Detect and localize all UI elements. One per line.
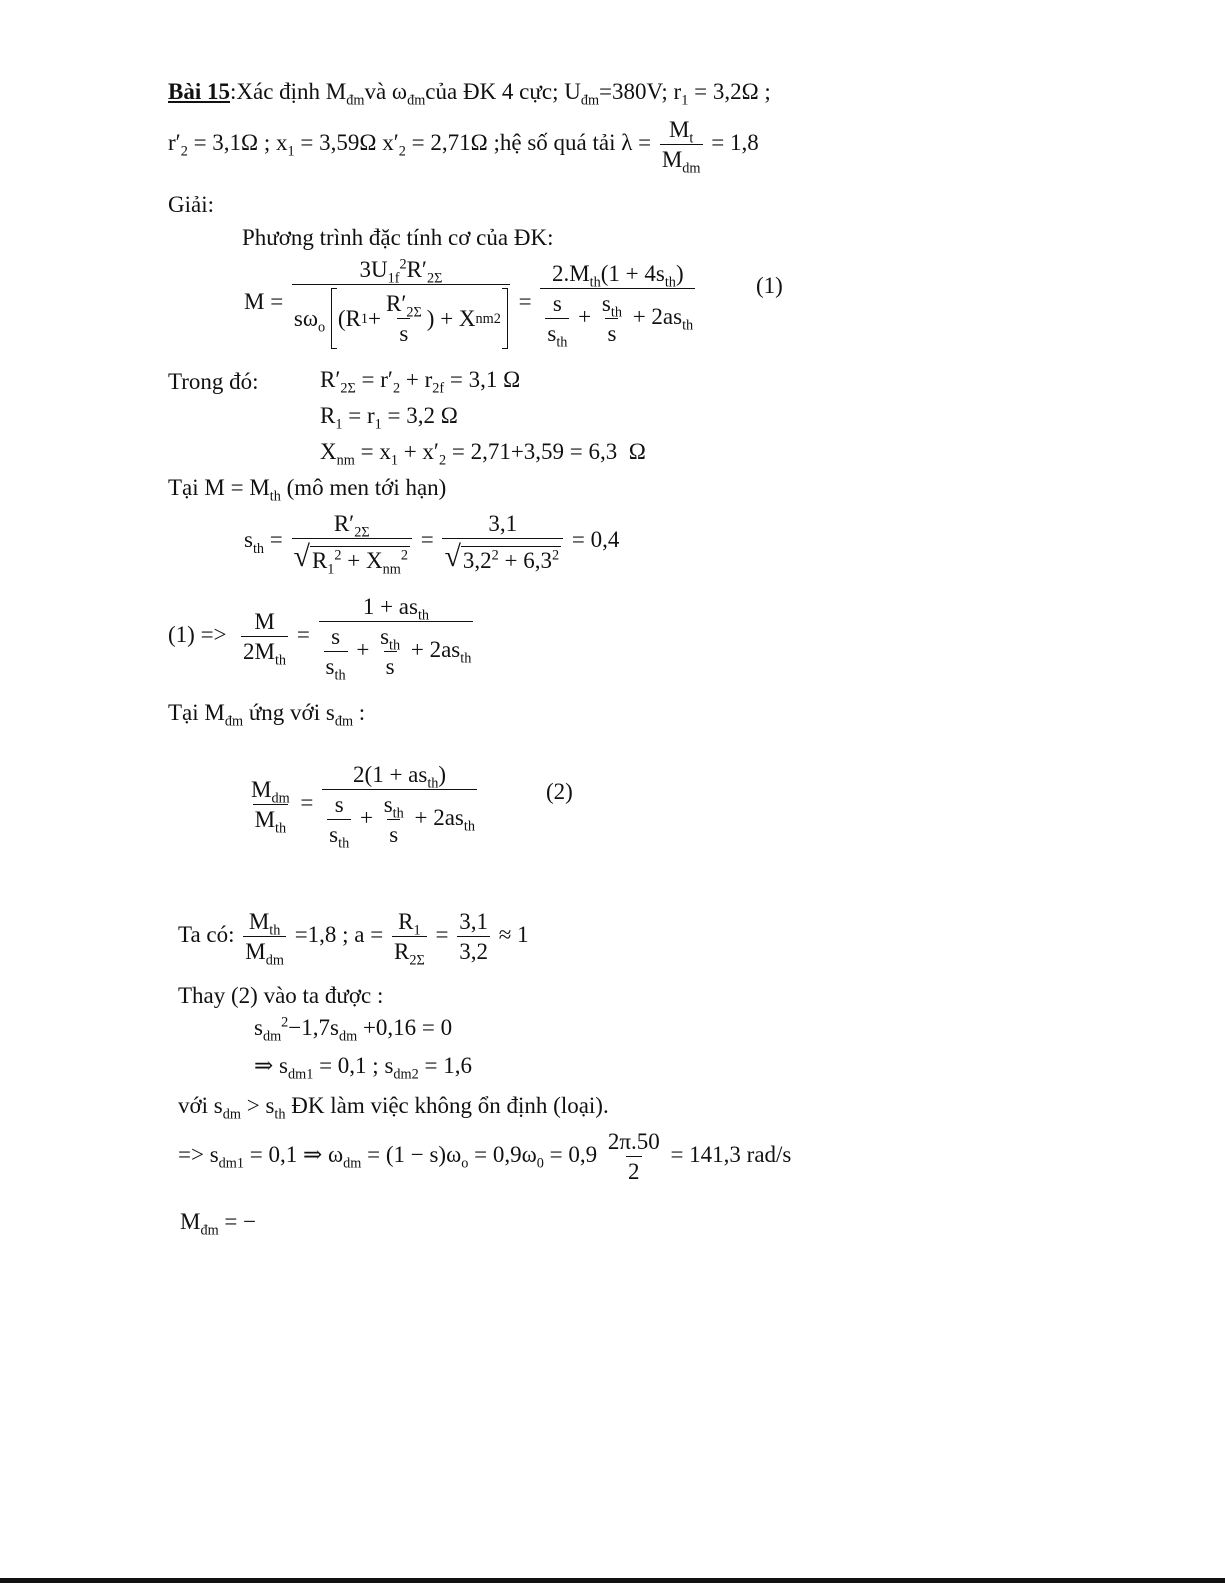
where-label: Trong đó: — [168, 369, 259, 394]
mdm-final-line: $M_{đm}$ = − — [180, 1209, 257, 1239]
equation-1b: (1) => $\frac{M}{2M_{th}}$ = $1 + as_{th}$ $\frac{s}{s_{th}}$ + $\frac{s_{th}}{s}$ + $2as_{th}$ — [168, 594, 472, 684]
solution-heading: Giải: — [168, 192, 214, 217]
substitution-line: Thay (2) vào ta được : — [178, 983, 384, 1008]
sth-equation: $s_{th}$ = $R'_{2\Sigma}$ √ $R_1^2 + X_{nm}^2$ = 3,1 √ $3,2^2 + 6,3^2$ = 0,4 — [244, 511, 620, 578]
taco-line: Ta có: $\frac{M_{th}}{M_{dm}}$ =1,8 ; a = $\frac{R_1}{R_{2\Sigma}}$ = $\frac{3,1}{3,2}$ ≈ 1 — [178, 909, 529, 969]
equation-2: $\frac{M_{dm}}{M_{th}}$ = $2(1 + as_{th})$ $\frac{s}{s_{th}}$ + $\frac{s_{th}}{s}$ + $2as_{th}$ — [251, 762, 475, 852]
at-mdm-line: Tại $M_{đm}$ ứng với $s_{đm}$ : — [168, 700, 366, 730]
where-line-1: $R'_{2\Sigma} = r'_2 + r_{2f} = 3,1$ Ω — [320, 367, 521, 397]
quadratic-line: $s_{dm}^2-1,7s_{dm} +0,16 = 0$ — [254, 1014, 453, 1045]
equation-2-tag: (2) — [546, 779, 573, 804]
omega-line: => $s_{dm1} = 0,1$ ⇒ $\omega_{dm} = (1 - s)\omega_o = 0,9\omega_0 = 0,9$ $\frac{2\pi.50}{2}$ = 141,3 rad/s — [178, 1129, 792, 1184]
problem-line-1: Bài 15:Xác định $M_{đm}và$ $\omega_{đm}của$ ĐK 4 cực; $U_{đm}=380V$; $r_1 = 3,2\Omega$ ; — [168, 79, 771, 109]
where-line-3: $X_{nm} = x_1 + x'_2 = 2,71+3,59 = 6,3$ Ω — [320, 439, 646, 469]
equation-intro: Phương trình đặc tính cơ của ĐK: — [242, 225, 554, 250]
lambda-fraction: $\frac{M_t}{M_{dm}}$ — [661, 117, 701, 177]
reject-line: với $s_{dm} > s_{th}$ ĐK làm việc không ổn định (loại). — [178, 1093, 609, 1123]
where-line-2: $R_1 = r_1 = 3,2$ Ω — [320, 403, 458, 433]
equation-1-tag: (1) — [756, 273, 783, 298]
page-bottom-rule — [0, 1578, 1225, 1583]
roots-line: ⇒ $s_{dm1} = 0,1$ ; $s_{dm2} = 1,6$ — [254, 1053, 472, 1083]
at-mth-line: Tại $M = M_{th}$ (mô men tới hạn) — [168, 475, 447, 505]
problem-label: Bài 15 — [168, 79, 230, 104]
problem-line-2: $r'_2 = 3,1\Omega$ ; $x_1 = 3,59\Omega$ $x'_2 = 2,71\Omega$ ;hệ số quá tải λ = $\frac{M_t}{M_{dm}}$ = 1,8 — [168, 117, 759, 177]
equation-1: M = $3U_{1f}^2R'_{2\Sigma}$ $s\omega_o$ (R 1 + $\frac{R'_{2\Sigma}}{s}$ ) + X nm 2 = $2.M_{th}(1 + 4s_{th})$ $\frac{s}{s_{th}}$ + $\frac{s_{th}}{s}$ + $2as_{th}$ — [244, 256, 694, 351]
